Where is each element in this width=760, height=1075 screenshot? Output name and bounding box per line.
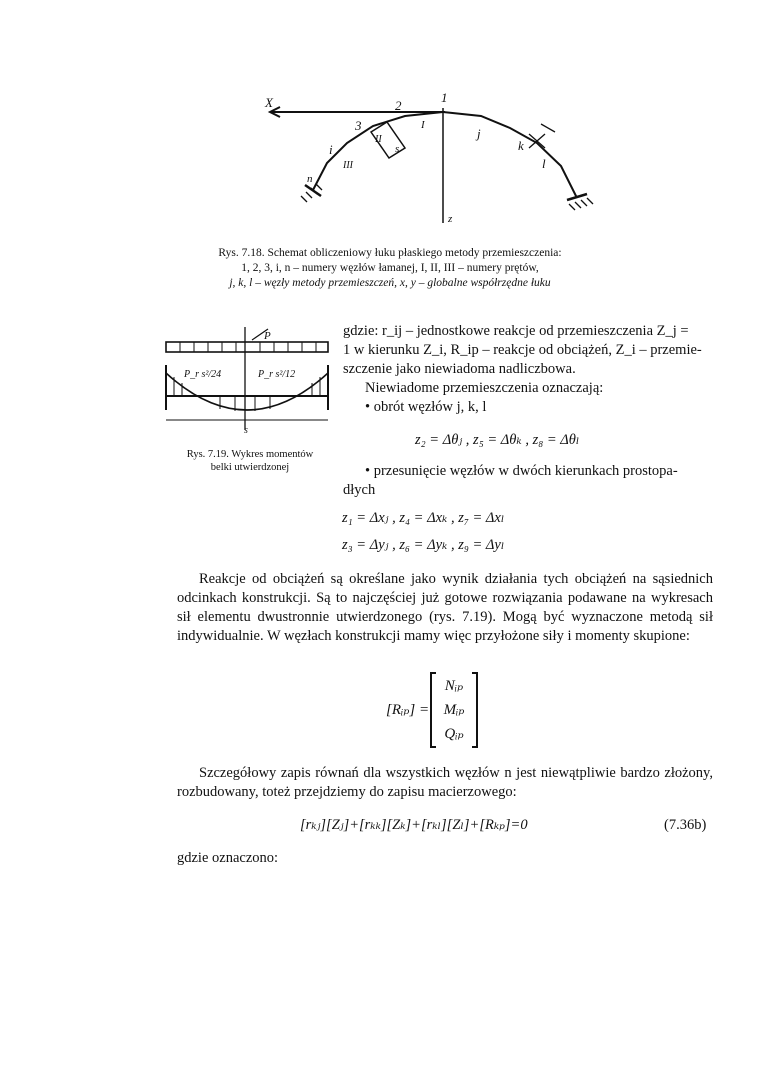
where-denoted: gdzie oznaczono:: [177, 850, 279, 866]
arch-scheme-figure: [255, 88, 615, 238]
node-k-label: k: [518, 138, 524, 153]
text-line: 1 w kierunku Z_i, R_ip – reakcje od obciążeń, Z_i – przemie-: [343, 342, 702, 358]
node-l-label: l: [542, 156, 546, 171]
node-2-label: 2: [395, 98, 402, 113]
caption-line: belki utwierdzonej: [210, 462, 290, 473]
node-1-label: 1: [441, 90, 448, 105]
matrix-row: Qᵢₚ: [444, 726, 464, 742]
z-axis-label: z: [448, 213, 453, 225]
node-3-label: 3: [355, 118, 362, 133]
equation-number: (7.36b): [664, 817, 707, 833]
text-line: dłych: [343, 482, 376, 498]
figure-7-18-caption: [180, 246, 600, 291]
equation-x: z₁ = Δxⱼ , z₄ = Δxₖ , z₇ = Δxₗ: [342, 510, 505, 526]
bar-II-label: II: [375, 134, 382, 145]
bullet-paragraph: [343, 462, 713, 500]
figure-7-19-caption: [155, 448, 345, 474]
bullet-item: • przesunięcie węzłów w dwóch kierunkach prostopa-: [365, 463, 678, 479]
node-i-label: i: [329, 142, 333, 157]
equation-y: z₃ = Δyⱼ , z₆ = Δyₖ , z₉ = Δyₗ: [342, 537, 505, 553]
mid-moment-label: P_r s²/12: [258, 369, 296, 380]
paragraph-detailed: Szczegółowy zapis równań dla wszystkich węzłów n jest niewątpliwie bardzo złożony, rozbudowany, toteż przejdziemy do zapisu macierzowego:: [177, 765, 713, 800]
left-moment-label: P_r s²/24: [184, 369, 222, 380]
bar-III-label: III: [343, 160, 353, 171]
matrix-lhs: [Rᵢₚ] =: [386, 702, 430, 718]
where-paragraph: [343, 322, 713, 417]
node-j-label: j: [477, 126, 481, 141]
equation-rotation: z₂ = Δθⱼ , z₅ = Δθₖ , z₈ = Δθₗ: [415, 432, 580, 448]
matrix-row: Nᵢₚ: [444, 678, 464, 694]
span-s-label: s: [244, 425, 248, 436]
main-equation: [rₖⱼ][Zⱼ]+[rₖₖ][Zₖ]+[rₖₗ][Zₗ]+[Rₖₚ]=0: [300, 817, 528, 833]
node-n-label: n: [307, 173, 313, 185]
paragraph-reactions: Reakcje od obciążeń są określane jako wynik działania tych obciążeń na sąsiednich odcinkach konstrukcji. Są to najczęściej już gotowe rozwiązania podawane na wykresach sił elementu dwustronnie utwierdzonego (rys. 7.19). Mogą być wyznaczone metodą sił indywidualnie. W węzłach konstrukcji mamy więc przyłożone siły i momenty skupione:: [177, 571, 713, 644]
caption-line: Rys. 7.18. Schemat obliczeniowy łuku płaskiego metody przemieszczenia:: [218, 247, 562, 259]
beam-moment-figure: [160, 325, 335, 440]
load-bar: [166, 342, 328, 352]
load-P-label: P: [264, 330, 271, 342]
bullet-item: • obrót węzłów j, k, l: [365, 399, 487, 415]
text-line: szczenie jako niewiadoma nadliczbowa.: [343, 361, 576, 377]
caption-line: j, k, l – węzły metody przemieszczeń, x, y – globalne współrzędne łuku: [229, 277, 551, 289]
s-label: s: [395, 143, 400, 155]
arch-right: [443, 112, 577, 198]
text-line: gdzie: r_ij – jednostkowe reakcje od przemieszczenia Z_j =: [343, 323, 689, 339]
bar-I-label: I: [421, 119, 425, 131]
x-axis-label: X: [265, 95, 273, 110]
caption-line: Rys. 7.19. Wykres momentów: [186, 449, 314, 460]
text-line: Niewiadome przemieszczenia oznaczają:: [365, 380, 604, 396]
caption-line: 1, 2, 3, i, n – numery węzłów łamanej, I, II, III – numery prętów,: [241, 262, 539, 274]
matrix-bracket: [430, 672, 478, 748]
matrix-row: Mᵢₚ: [443, 702, 465, 718]
